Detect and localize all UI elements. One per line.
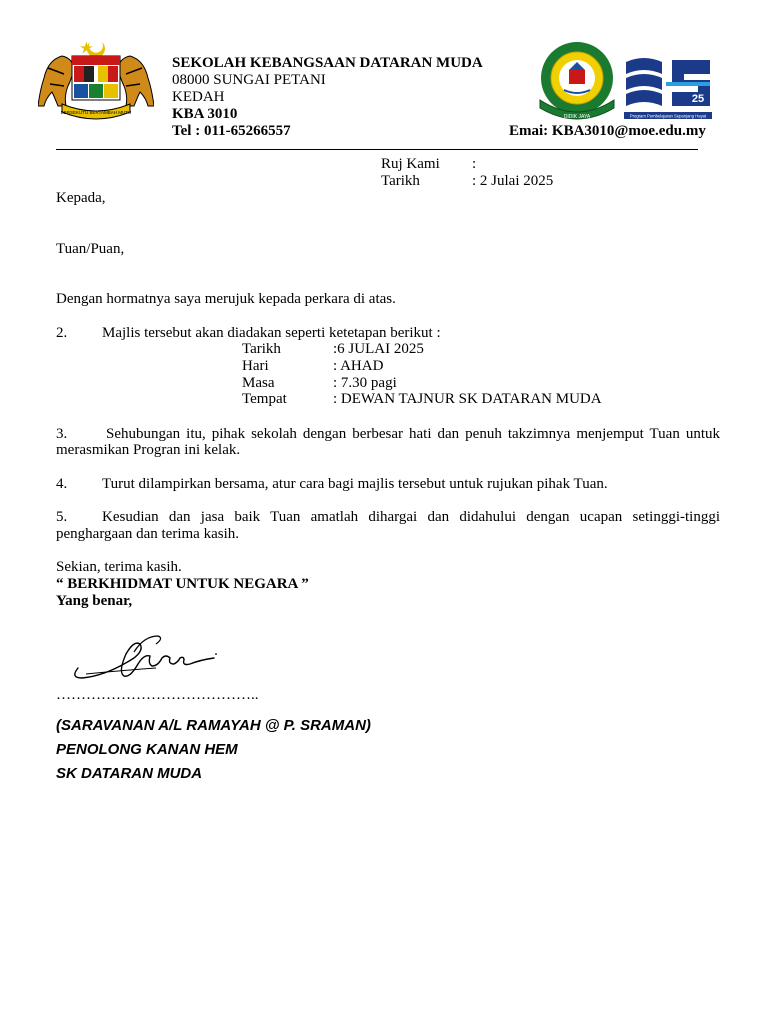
paragraph-3-line-2: merasmikan Progran ini kelak.: [56, 442, 241, 458]
address-line-1: 08000 SUNGAI PETANI: [172, 72, 326, 88]
school-logo: [534, 40, 620, 126]
detail-value-date: :6 JULAI 2025: [333, 341, 424, 357]
detail-value-day: : AHAD: [333, 358, 384, 374]
email: Emai: KBA3010@moe.edu.my: [509, 123, 706, 139]
crest-motto: BERSEKUTU BERTAMBAH MUTU: [60, 110, 132, 115]
ruj-value: :: [472, 156, 477, 172]
paragraph-4-text: Turut dilampirkan bersama, atur cara bagi majlis tersebut untuk rujukan pihak Tuan.: [102, 476, 608, 492]
paragraph-5-number: 5.: [56, 509, 68, 525]
school-code: KBA 3010: [172, 106, 238, 122]
date-label: Tarikh: [381, 173, 420, 189]
date-value: : 2 Julai 2025: [472, 173, 554, 189]
signatory-school: SK DATARAN MUDA: [56, 765, 203, 782]
paragraph-4-number: 4.: [56, 476, 68, 492]
school-logo-text: DIDIK JAYA: [563, 114, 591, 120]
closing-motto: “ BERKHIDMAT UNTUK NEGARA ”: [56, 576, 309, 592]
detail-value-time: : 7.30 pagi: [333, 375, 397, 391]
detail-label-day: Hari: [242, 358, 269, 374]
paragraph-2-text: Majlis tersebut akan diadakan seperti ketetapan berikut :: [102, 325, 441, 341]
opening-sentence: Dengan hormatnya saya merujuk kepada perkara di atas.: [56, 291, 396, 307]
paragraph-3-line-1: Sehubungan itu, pihak sekolah dengan berbesar hati dan penuh takzimnya menjemput Tuan untuk: [106, 426, 720, 442]
handwritten-signature: [56, 622, 256, 686]
detail-value-venue: : DEWAN TAJNUR SK DATARAN MUDA: [333, 391, 602, 407]
program-logo-number: 25: [691, 93, 705, 105]
program-logo: [622, 52, 714, 120]
school-name: SEKOLAH KEBANGSAAN DATARAN MUDA: [172, 55, 483, 71]
signatory-name: (SARAVANAN A/L RAMAYAH @ P. SRAMAN): [56, 717, 371, 734]
program-logo-text: Program Pembelajaran Sepanjang Hayat: [629, 113, 707, 119]
signature-dotted-line: …………………………………..: [56, 687, 259, 703]
closing-thanks: Sekian, terima kasih.: [56, 559, 182, 575]
paragraph-3-number: 3.: [56, 426, 68, 442]
paragraph-5-line-2: penghargaan dan terima kasih.: [56, 526, 239, 542]
detail-label-venue: Tempat: [242, 391, 287, 407]
telephone: Tel : 011-65266557: [172, 123, 291, 139]
ruj-label: Ruj Kami: [381, 156, 440, 172]
malaysia-coat-of-arms-logo: [38, 38, 154, 124]
address-line-2: KEDAH: [172, 89, 225, 105]
paragraph-2-number: 2.: [56, 325, 68, 341]
recipient-label: Kepada,: [56, 190, 106, 206]
signatory-position: PENOLONG KANAN HEM: [56, 741, 238, 758]
header-divider: [56, 149, 698, 150]
detail-label-time: Masa: [242, 375, 275, 391]
paragraph-5-line-1: Kesudian dan jasa baik Tuan amatlah dihargai dan didahului dengan ucapan setinggi-tinggi: [102, 509, 720, 525]
salutation: Tuan/Puan,: [56, 241, 125, 257]
closing-yours: Yang benar,: [56, 593, 133, 609]
detail-label-date: Tarikh: [242, 341, 281, 357]
